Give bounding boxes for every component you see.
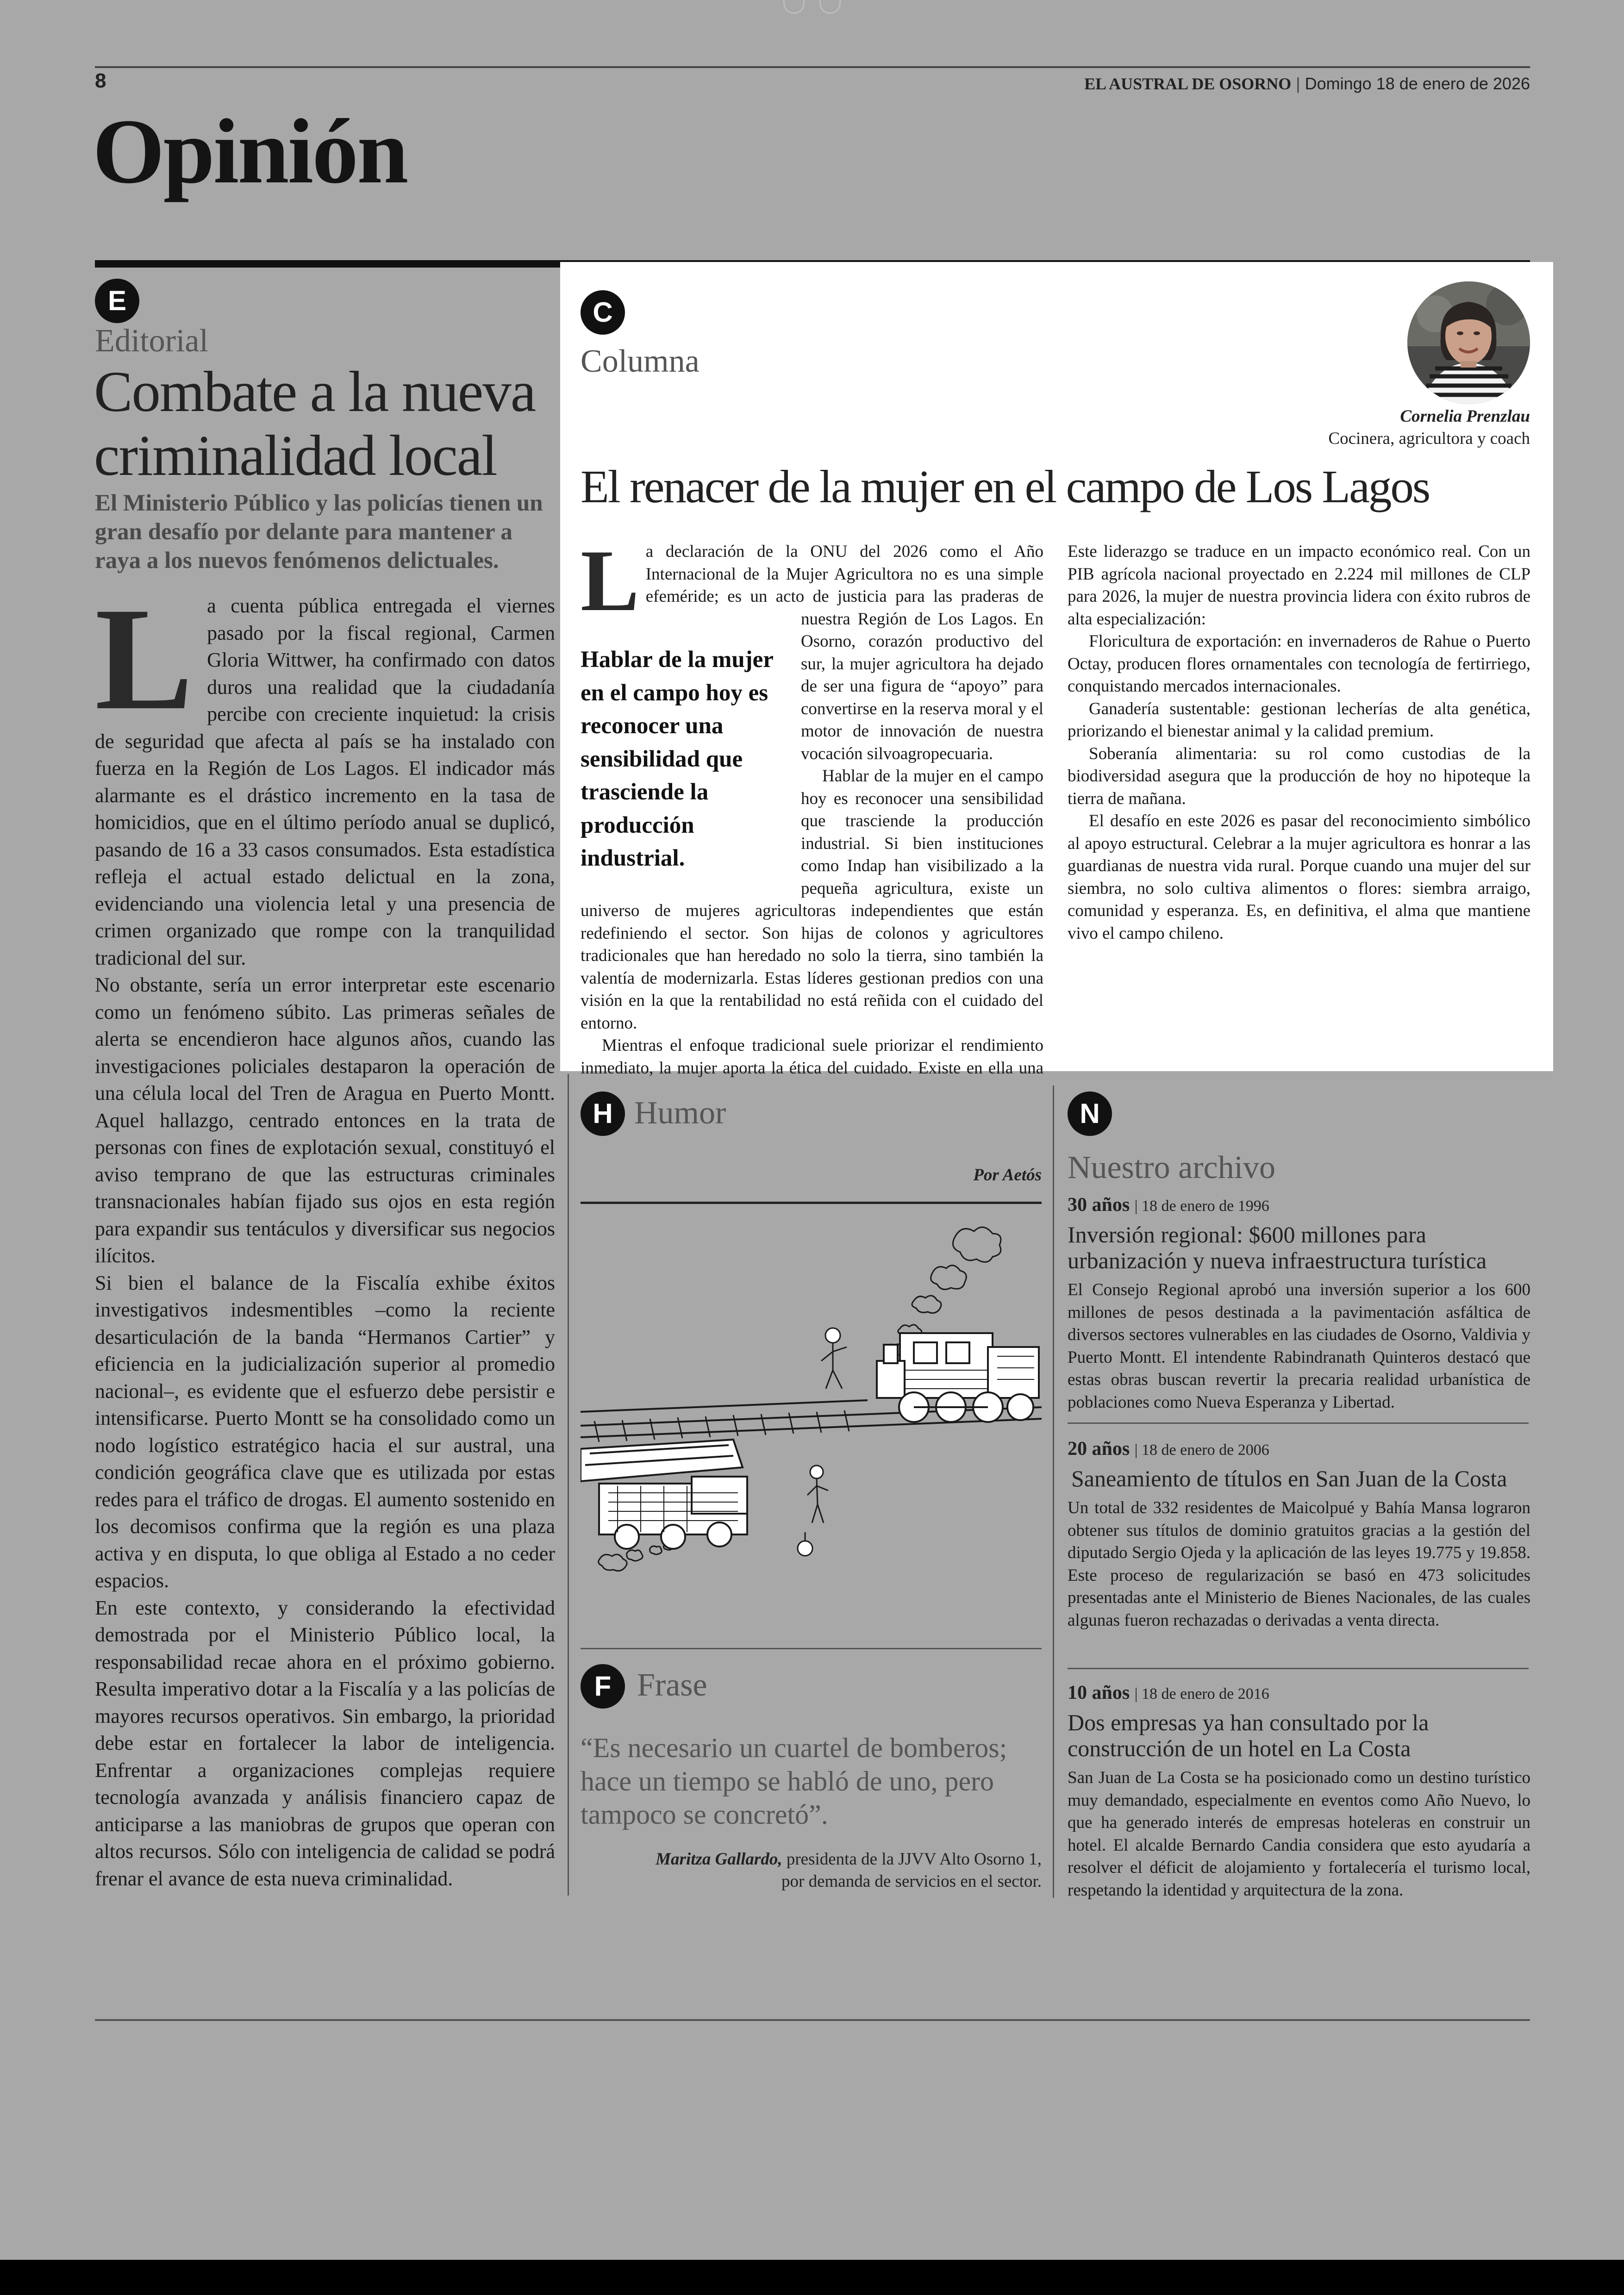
page-number: 8	[95, 69, 106, 92]
archivo-item-headline: Inversión regional: $600 millones para urbanización y nueva infraestructura turística	[1068, 1222, 1487, 1273]
train-cartoon-image	[581, 1208, 1042, 1634]
editorial-kicker: Editorial	[95, 323, 208, 359]
archivo-item-years: 20 años	[1068, 1438, 1130, 1459]
archivo-item-dateline	[1068, 1193, 1530, 1218]
column-pullquote: Hablar de la mujer en el campo hoy es reconocer una sensibilidad que trasciende la producción industrial.	[581, 647, 774, 871]
column-paragraph-8: El desafío en este 2026 es pasar del reconocimiento simbólico al apoyo estructural. Celebrar a la mujer agricultora es honrar a las guardianas de nuestra vida rural. Porque cuando una mujer del sur siembra, no solo cultiva alimentos o flores: siembra arraigo, comunidad y esperanza. Es, en definitiva, el alma que mantiene vivo el campo chileno.	[1068, 811, 1530, 943]
editorial-paragraph-3: Si bien el balance de la Fiscalía exhibe éxitos investigativos indesmentibles –como la reciente desarticulación de la banda “Hermanos Cartier” y eficiencia en la judicialización superior al promedio nacional–, es evidente que el esfuerzo debe persistir e intensificarse. Puerto Montt se ha consolidado como un nodo logístico estratégico hacia el sur austral, una condición geográfica clave que es utilizada por estas redes para el tráfico de drogas. El aumento sostenido en los decomisos confirma que la región es una plaza activa y en disputa, lo que obliga al Estado a no ceder espacios.	[95, 1271, 555, 1592]
column-headline: El renacer de la mujer en el campo de Los Lagos	[581, 461, 1430, 512]
frase-attribution	[579, 1848, 1042, 1893]
footer-rule	[95, 2019, 1530, 2021]
author-name: Cornelia Prenzlau	[1400, 407, 1530, 426]
archivo-item	[1068, 1437, 1530, 1632]
archivo-divider-2	[1068, 1668, 1529, 1669]
archivo-badge: N	[1068, 1091, 1112, 1136]
divider-editorial-vertical	[568, 1074, 569, 1896]
archivo-item	[1068, 1193, 1530, 1414]
column-paragraph-1: a declaración de la ONU del 2026 como el Año Internacional de la Mujer Agricultora no es una simple efeméride; es un acto de justicia para las praderas de nuestra Región de Los Lagos. En Osorno, corazón productivo del sur, la mujer agricultora ha dejado de ser una figura de “apoyo” para convertirse en la reserva moral y el motor de innovación de nuestra vocación silvoagropecuaria.	[645, 542, 1043, 763]
archivo-item-headline: Saneamiento de títulos en San Juan de la Costa	[1071, 1466, 1507, 1491]
editorial-headline-line1: Combate a la nueva	[94, 360, 536, 424]
editorial-headline	[94, 360, 535, 488]
header-top-rule	[95, 66, 1530, 68]
humor-credit: Por Aetós	[973, 1166, 1042, 1185]
archivo-item-date: | 18 de enero de 1996	[1134, 1197, 1269, 1215]
frase-kicker: Frase	[637, 1667, 707, 1703]
archivo-item-body: San Juan de La Costa se ha posicionado como un destino turístico muy demandado, especialmente en eventos como Año Nuevo, lo que ha generado interés de empresas hoteleras en construir un hotel. El alcalde Bernardo Candia considera que esto ayudaría a resolver el déficit de alojamiento y fortalecería el turismo local, respetando la identidad y arquitectura de la zona.	[1068, 1768, 1530, 1900]
masthead: EL AUSTRAL DE OSORNO	[1084, 75, 1292, 93]
editorial-dropcap: L	[95, 577, 194, 740]
column-paragraph-3a	[581, 1035, 1043, 1079]
archivo-item-headline: Dos empresas ya han consultado por la construcción de un hotel en La Costa	[1068, 1709, 1429, 1761]
frase-attribution-line1	[579, 1848, 1042, 1871]
editorial-body	[95, 577, 555, 1892]
humor-badge: H	[581, 1091, 625, 1136]
archivo-item-dateline	[1068, 1437, 1530, 1462]
next-page-control[interactable]	[819, 0, 841, 14]
column-paragraph-4: Este liderazgo se traduce en un impacto económico real. Con un PIB agrícola nacional proyectado en 2.224 mil millones de CLP para 2026, la mujer de nuestra provincia lidera con éxito rubros de alta especialización:	[1068, 542, 1530, 629]
archivo-item-date: | 18 de enero de 2016	[1134, 1685, 1269, 1703]
column-badge: C	[581, 290, 625, 335]
author-portrait-image	[1407, 281, 1530, 404]
archivo-kicker: Nuestro archivo	[1068, 1150, 1276, 1185]
editorial-badge: E	[95, 279, 139, 323]
frase-badge: F	[581, 1664, 625, 1709]
frase-quote: “Es necesario un cuartel de bomberos; hace un tiempo se habló de uno, pero tampoco se concretó”.	[581, 1733, 1007, 1830]
archivo-item-years: 30 años	[1068, 1194, 1130, 1216]
archivo-item	[1068, 1681, 1530, 1902]
masthead-separator: |	[1296, 74, 1300, 93]
editorial-paragraph-2: No obstante, sería un error interpretar este escenario como un fenómeno súbito. Las primeras señales de alerta se encendieron hace algunos años, cuando las investigaciones policiales destaparon la operación de una célula local del Tren de Aragua en Puerto Montt. Aquel hallazgo, centrado entonces en la trata de personas con fines de explotación sexual, constituyó el aviso temprano de que las estructuras criminales transnacionales habían fijado sus ojos en esta región para expandir sus tentáculos y diversificar sus negocios ilícitos.	[95, 973, 555, 1267]
archivo-item-date: | 18 de enero de 2006	[1134, 1441, 1269, 1459]
column-text-right	[1068, 541, 1530, 945]
column-paragraph-5: Floricultura de exportación: en invernaderos de Rahue o Puerto Octay, producen flores ornamentales con tecnología de fertirriego, conquistando mercados internacionales.	[1068, 632, 1530, 696]
humor-cartoon	[581, 1208, 1042, 1634]
editorial-deck: El Ministerio Público y las policías tienen un gran desafío por delante para mantener a raya a los nuevos fenómenos delictuales.	[95, 490, 543, 574]
editorial-paragraph-1: a cuenta pública entregada el viernes pasado por la fiscal regional, Carmen Gloria Wittwer, ha confirmado con datos duros una realidad que la ciudadanía percibe con creciente inquietud: la crisis de seguridad que afecta al país se ha instalado con fuerza en la Región de Los Lagos. El indicador más alarmante es el drástico incremento en la tasa de homicidios, que en el último período anual se duplicó, pasando de 16 a 33 casos consumados. Esta estadística refleja el actual estado delictual en la zona, evidenciando una violencia letal y una presencia de crimen organizado que rompe con la tranquilidad tradicional del sur.	[95, 594, 555, 969]
frase-attribution-name: Maritza Gallardo,	[656, 1850, 782, 1869]
frase-attribution-line2: por demanda de servicios en el sector.	[781, 1872, 1042, 1891]
column-paragraph-2: Hablar de la mujer en el campo hoy es reconocer una sensibilidad que trasciende la producción industrial. Si bien instituciones como Indap han visibilizado a la pequeña agricultura, existe un universo de mujeres agricultoras independientes que están redefiniendo el sector. Son hijas de colonos y agricultores tradicionales que han heredado no solo la tierra, sino también la valentía de modernizarla. Estas líderes gestionan predios con una visión en la que la rentabilidad no está reñida con el cuidado del entorno.	[581, 767, 1043, 1033]
issue-date: Domingo 18 de enero de 2026	[1305, 74, 1530, 93]
divider-middle-vertical	[1053, 1085, 1054, 1898]
author-role: Cocinera, agricultora y coach	[1328, 429, 1530, 448]
masthead-line	[1084, 74, 1530, 94]
column-dropcap: L	[581, 532, 639, 630]
viewer-bottom-bar	[0, 2260, 1624, 2295]
archivo-divider-1	[1068, 1422, 1529, 1424]
column-text-left	[581, 532, 1043, 1079]
column-paragraph-3: Mientras el enfoque tradicional suele priorizar el rendimiento inmediato, la mujer aporta la ética del cuidado. Existe en ella una	[581, 1036, 1043, 1078]
archivo-item-years: 10 años	[1068, 1682, 1130, 1703]
frase-attribution-role: presidenta de la JJVV Alto Osorno 1,	[786, 1850, 1042, 1869]
editorial-paragraph-4: En este contexto, y considerando la efectividad demostrada por el Ministerio Público local, la responsabilidad recae ahora en el próximo gobierno. Resulta imperativo dotar a la Fiscalía y a las policías de mayores recursos operativos. Sin embargo, la prioridad debe estar en fortalecer la labor de inteligencia. Enfrentar a organizaciones complejas requiere tecnología avanzada y análisis financiero capaz de anticiparse a las maniobras de grupos que operan con altos recursos. Sólo con inteligencia de calidad se podrá frenar el avance de esta nueva criminalidad.	[95, 1596, 555, 1890]
column-paragraph-7: Soberanía alimentaria: su rol como custodias de la biodiversidad asegura que la producción de hoy no hipoteque la tierra de mañana.	[1068, 744, 1530, 808]
editorial-headline-line2: criminalidad local	[94, 424, 497, 488]
archivo-item-body: Un total de 332 residentes de Maicolpué y Bahía Mansa lograron obtener sus títulos de dominio gratuitos gracias a la gestión del diputado Sergio Ojeda y la aplicación de las leyes 19.775 y 19.858. Este proceso de regularización se basó en 473 solicitudes presentadas ante el Ministerio de Bienes Nacionales, de las cuales algunas fueron rechazadas o derivadas a venta directa.	[1068, 1498, 1530, 1630]
previous-page-control[interactable]	[783, 0, 805, 14]
author-avatar	[1407, 281, 1530, 404]
humor-top-rule	[581, 1202, 1042, 1204]
column-kicker: Columna	[581, 343, 700, 379]
section-title: Opinión	[93, 100, 407, 203]
archivo-item-dateline	[1068, 1681, 1530, 1706]
humor-kicker: Humor	[634, 1095, 726, 1131]
archivo-item-body: El Consejo Regional aprobó una inversión superior a los 600 millones de pesos destinada a la pavimentación asfáltica de diversos sectores vulnerables en las ciudades de Osorno, Valdivia y Puerto Montt. El intendente Rabindranath Quinteros destacó que estas obras buscan revertir la precaria realidad urbanística de poblaciones como Nueva Esperanza y Libertad.	[1068, 1280, 1530, 1412]
humor-bottom-rule	[581, 1648, 1042, 1649]
column-paragraph-6: Ganadería sustentable: gestionan lecherías de alta genética, priorizando el bienestar animal y la calidad premium.	[1068, 699, 1530, 741]
